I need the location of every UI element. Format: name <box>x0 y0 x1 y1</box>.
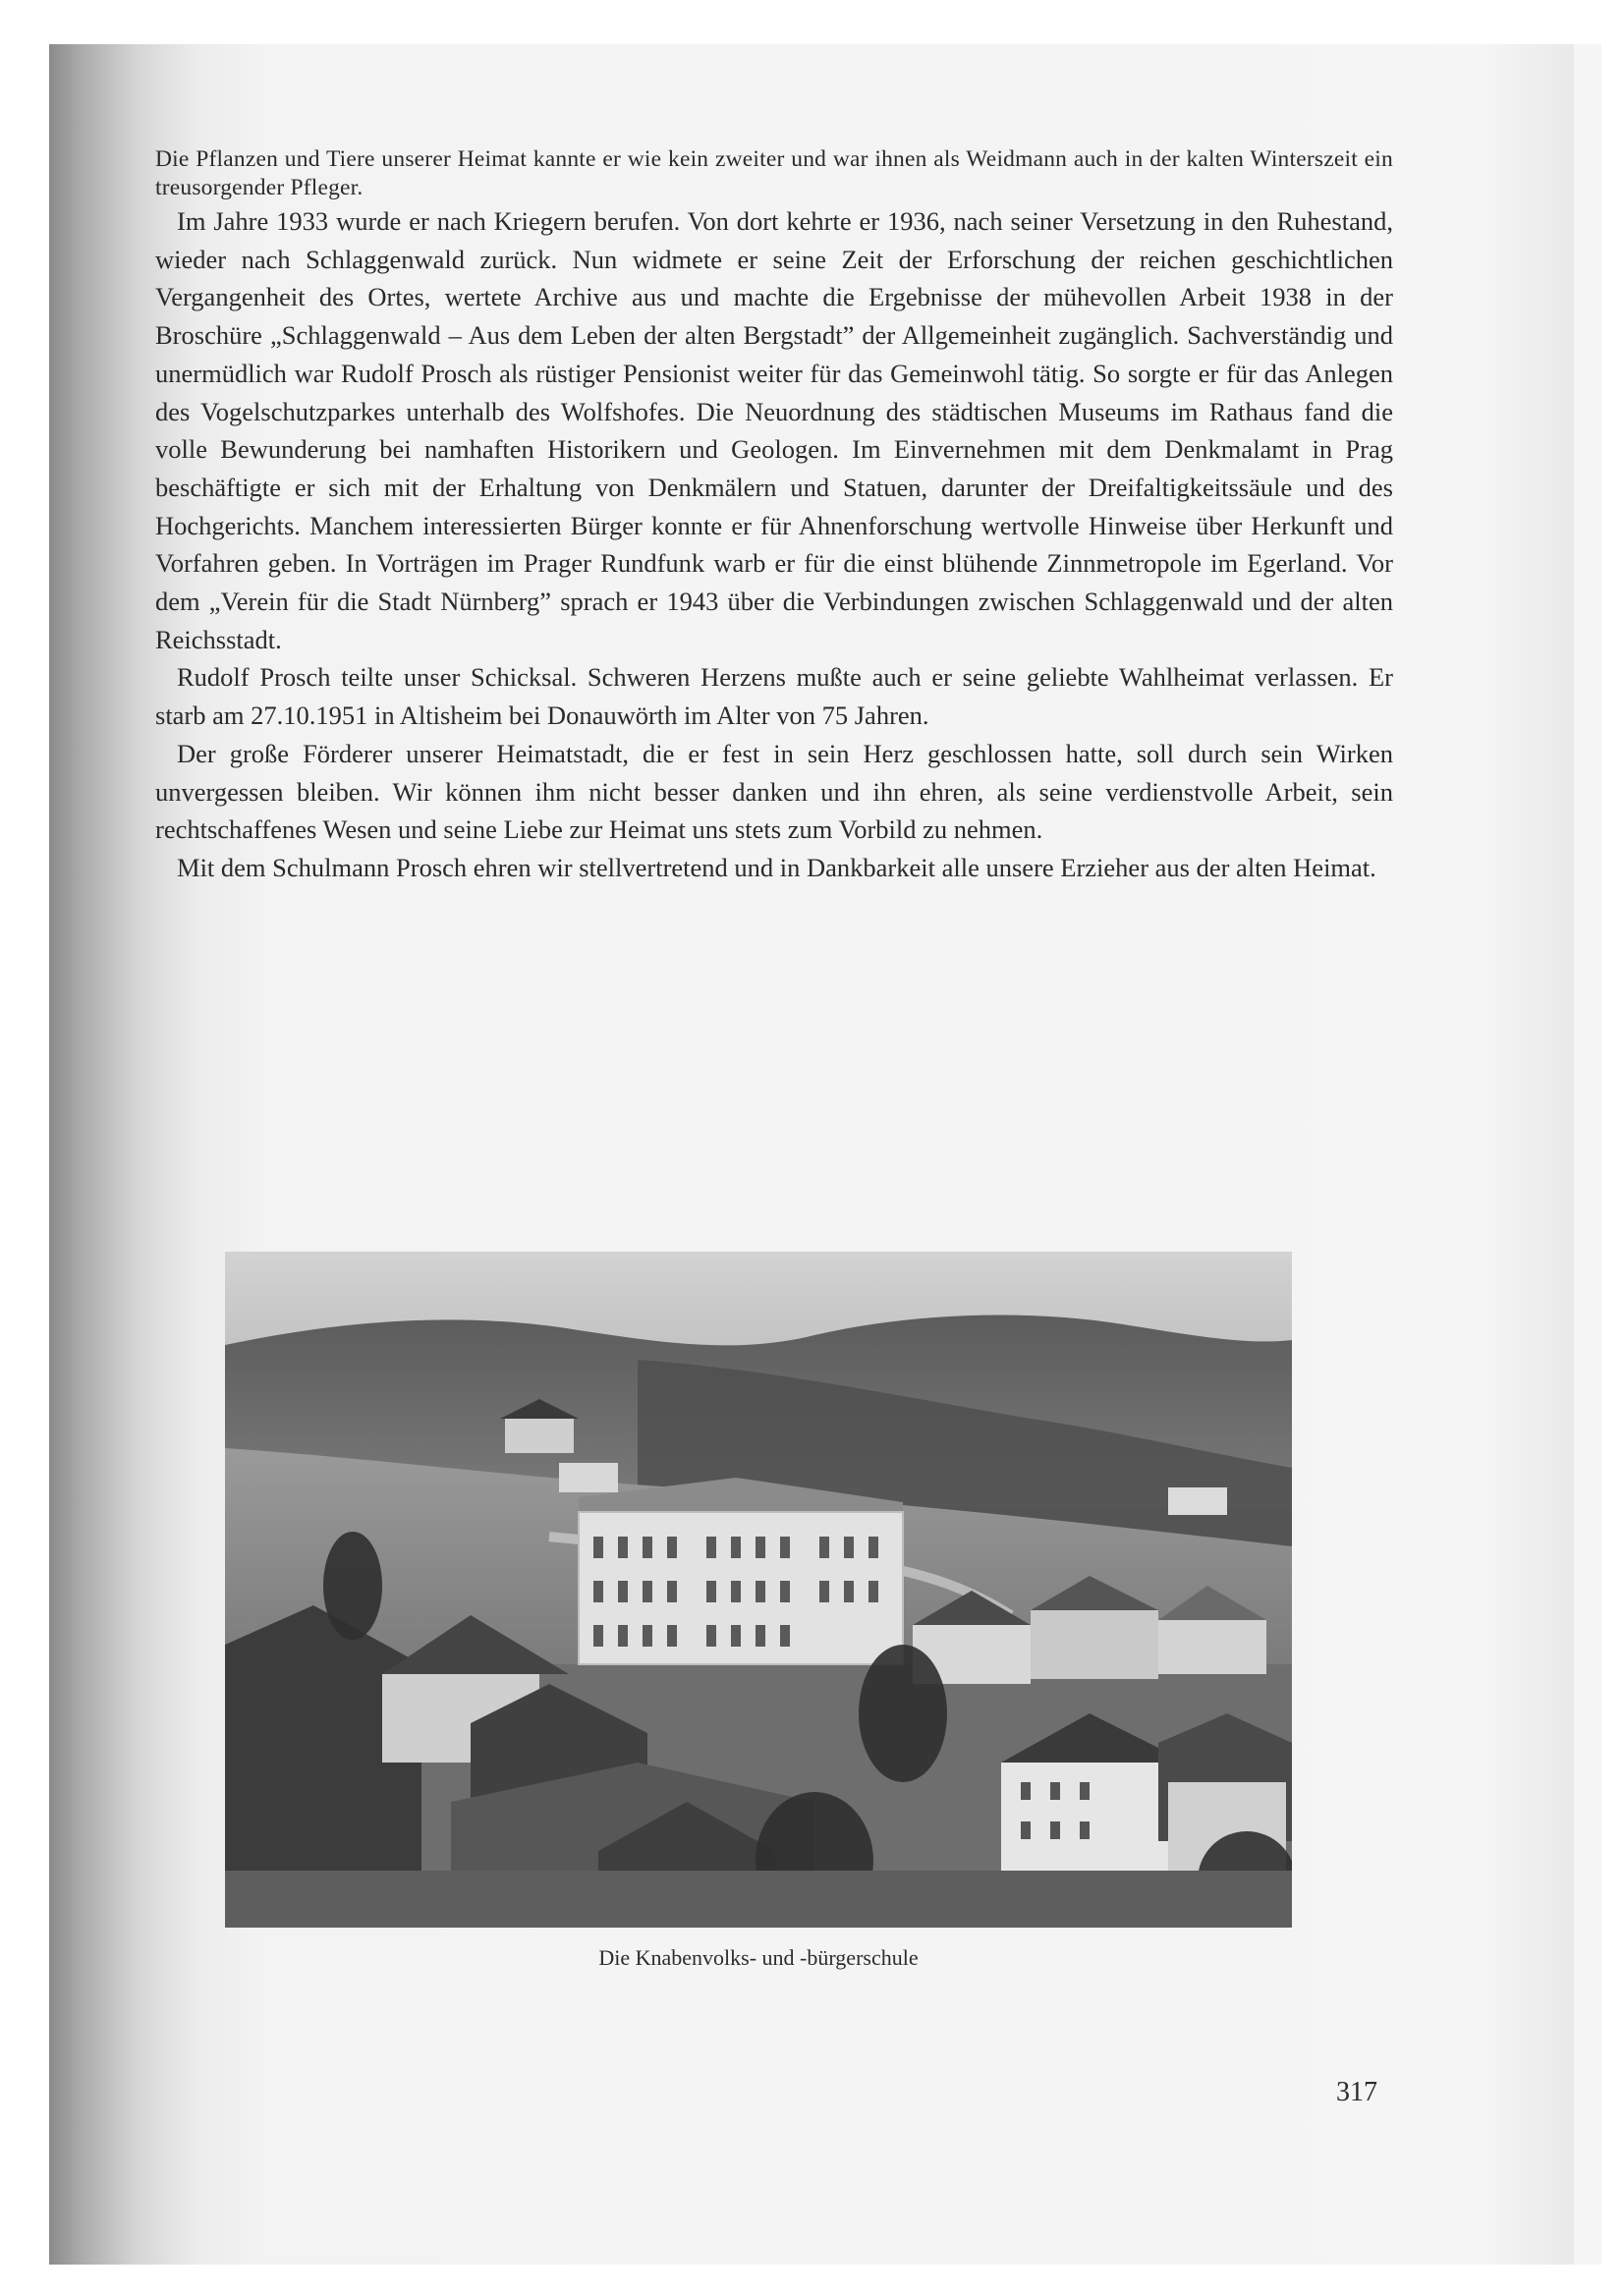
page-number: 317 <box>1336 2077 1377 2107</box>
body-text <box>155 145 1393 887</box>
photo-caption: Die Knabenvolks- und -bürgerschule <box>598 1945 919 1970</box>
page-edge-shadow <box>1485 44 1574 2265</box>
paragraph-3: Rudolf Prosch teilte unser Schicksal. Schweren Herzens mußte auch er seine geliebte Wahlheimat verlassen. Er starb am 27.10.1951 in Altisheim bei Donauwörth im Alter von 75 Jahren. <box>155 662 1393 731</box>
paragraph-4: Der große Förderer unserer Heimatstadt, die er fest in sein Herz geschlossen hatte, soll durch sein Wirken unvergessen bleiben. Wir können ihm nicht besser danken und ihn ehren, als seine verdienstvolle Arbeit, sein rechtschaffenes Wesen und seine Liebe zur Heimat uns stets zum Vorbild zu nehmen. <box>155 738 1393 845</box>
paragraph-2: Im Jahre 1933 wurde er nach Kriegern berufen. Von dort kehrte er 1936, nach seiner Versetzung in den Ruhestand, wieder nach Schlaggenwald zurück. Nun widmete er seine Zeit der Erforschung der reichen geschichtlichen Vergangenheit des Ortes, wertete Archive aus und machte die Ergebnisse der mühevollen Arbeit 1938 in der Broschüre „Schlaggenwald – Aus dem Leben der alten Bergstadt” der Allgemeinheit zugänglich. Sachverständig und unermüdlich war Rudolf Prosch als rüstiger Pensionist weiter für das Gemeinwohl tätig. So sorgte er für das Anlegen des Vogelschutzparkes unterhalb des Wolfshofes. Die Neuordnung des städtischen Museums im Rathaus fand die volle Bewunderung bei namhaften Historikern und Geologen. Im Einvernehmen mit dem Denkmalamt in Prag beschäftigte er sich mit der Erhaltung von Denkmälern und Statuen, darunter der Dreifaltigkeitssäule und des Hochgerichts. Manchem interessierten Bürger konnte er für Ahnenforschung wertvolle Hinweise über Herkunft und Vorfahren geben. In Vorträgen im Prager Rundfunk warb er für die einst blühende Zinnmetropole im Egerland. Vor dem „Verein für die Stadt Nürnberg” sprach er 1943 über die Verbindungen zwischen Schlaggenwald und der alten Reichsstadt. <box>155 206 1393 654</box>
school-photograph <box>225 1252 1292 1928</box>
paragraph-5: Mit dem Schulmann Prosch ehren wir stellvertretend und in Dankbarkeit alle unsere Erzieher aus der alten Heimat. <box>177 852 1376 882</box>
paragraph-1: Die Pflanzen und Tiere unserer Heimat kannte er wie kein zweiter und war ihnen als Weidmann auch in der kalten Winterszeit ein treusorgender Pfleger. <box>155 146 1393 200</box>
